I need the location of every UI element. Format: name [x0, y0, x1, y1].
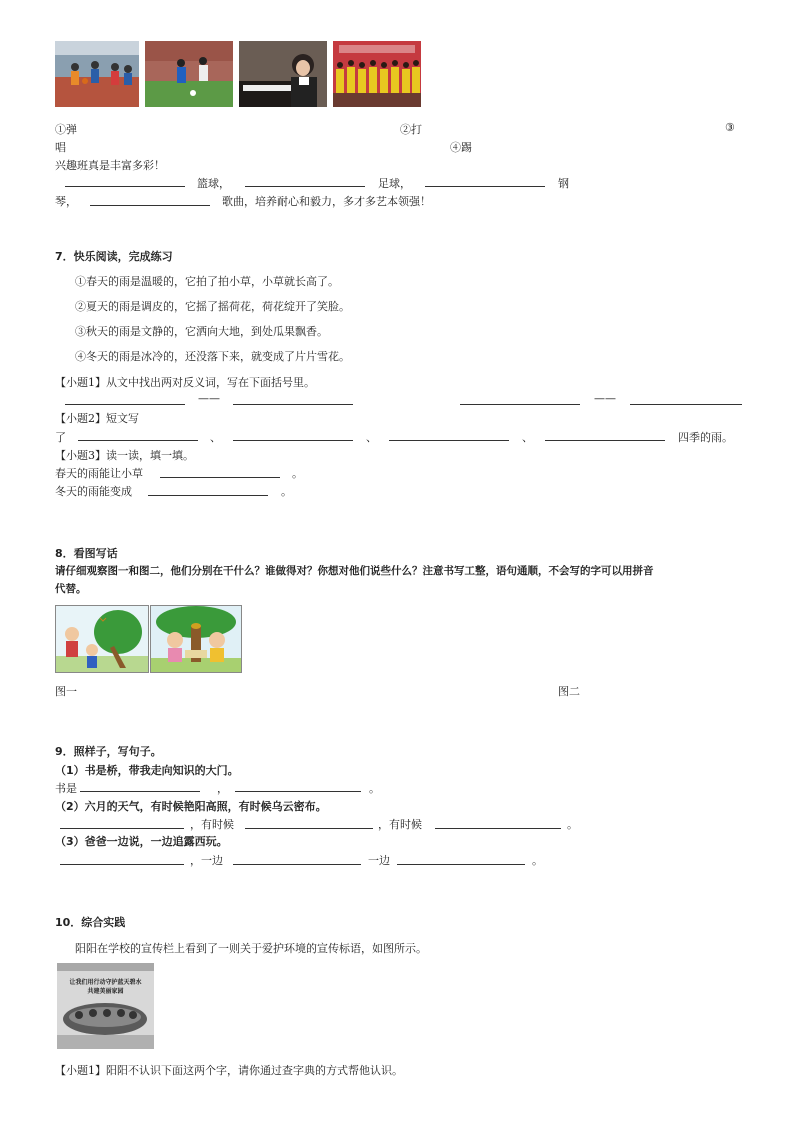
q7-sentence-1: ①春天的雨是温暖的，它拍了拍小草，小草就长高了。: [75, 275, 339, 288]
q7-antonym-2a[interactable]: [460, 404, 580, 405]
q6-text-basketball: 篮球，: [197, 177, 230, 190]
q7-sub1: 【小题1】从文中找出两对反义词，写在下面括号里。: [55, 376, 315, 389]
q7-season-4[interactable]: [545, 440, 665, 441]
q7-sentence-4: ④冬天的雨是冰冷的，还没落下来，就变成了片片雪花。: [75, 350, 350, 363]
sep-2: 、: [366, 431, 377, 444]
q6-blank-4[interactable]: [90, 205, 210, 206]
q6-blank-2[interactable]: [245, 186, 365, 187]
q9-example-2: （2）六月的天气，有时候艳阳高照，有时候乌云密布。: [55, 800, 327, 813]
sep-3: 、: [522, 431, 533, 444]
choir-photo: [333, 41, 421, 107]
poster-line-2: 共建美丽家园: [87, 988, 124, 995]
q7-sub2: 【小题2】短文写: [55, 412, 139, 425]
q6-text-piano: 钢: [558, 177, 569, 190]
q9-blank-2c[interactable]: [435, 828, 561, 829]
q9-blank-2a[interactable]: [60, 828, 184, 829]
environment-poster: [57, 963, 154, 1049]
q10-title: 10．综合实践: [55, 916, 126, 929]
figure-1-caption: 图一: [55, 685, 77, 698]
option-3: ③: [725, 121, 735, 134]
q7-season-3[interactable]: [389, 440, 509, 441]
q9-period-1: 。: [369, 782, 380, 795]
option-1: ①弹: [55, 123, 77, 136]
cartoon-figure-1: [55, 605, 149, 673]
piano-photo: [239, 41, 327, 107]
q9-sometimes-2: ，有时候: [378, 818, 422, 831]
q9-period-2: 。: [567, 818, 578, 831]
q7-fill-1: 春天的雨能让小草: [55, 467, 143, 480]
q9-blank-3a[interactable]: [60, 864, 184, 865]
poster-line-1: 让我们用行动守护蓝天碧水: [69, 979, 142, 986]
q9-example-3: （3）爸爸一边说，一边追露西玩。: [55, 835, 228, 848]
football-photo: [145, 41, 233, 107]
q8-instr-2: 代替。: [55, 583, 87, 595]
q10-sub1: 【小题1】阳阳不认识下面这两个字，请你通过查字典的方式帮他认识。: [55, 1064, 403, 1077]
sep-1: 、: [210, 431, 221, 444]
dash-1: ——: [198, 392, 220, 405]
dash-2: ——: [594, 392, 616, 405]
basketball-photo: [55, 41, 139, 107]
q9-blank-2b[interactable]: [245, 828, 373, 829]
q8-title: 8．看图写话: [55, 547, 118, 560]
q7-fill-2-period: 。: [281, 485, 292, 498]
q9-while-2: 一边: [368, 854, 390, 867]
q9-blank-1b[interactable]: [235, 791, 361, 792]
q7-sentence-2: ②夏天的雨是调皮的，它摇了摇荷花，荷花绽开了笑脸。: [75, 300, 350, 313]
q7-season-2[interactable]: [233, 440, 353, 441]
q9-period-3: 。: [532, 854, 543, 867]
q6-text-football: 足球，: [378, 177, 411, 190]
q9-ans1-prefix: 书是: [55, 782, 77, 795]
q10-text: 阳阳在学校的宣传栏上看到了一则关于爱护环境的宣传标语，如图所示。: [75, 942, 427, 955]
q6-text-qin: 琴，: [55, 195, 77, 208]
q9-sometimes-1: ，有时候: [190, 818, 234, 831]
option-3-text: 唱: [55, 141, 66, 154]
q7-fill-2-blank[interactable]: [148, 495, 268, 496]
q6-blank-1[interactable]: [65, 186, 185, 187]
q7-fill-2: 冬天的雨能变成: [55, 485, 132, 498]
q6-text-song: 歌曲，培养耐心和毅力，多才多艺本领强！: [222, 195, 431, 208]
q9-blank-3b[interactable]: [233, 864, 361, 865]
q9-while-1: ，一边: [190, 854, 223, 867]
q7-fill-1-period: 。: [292, 467, 303, 480]
q6-blank-3[interactable]: [425, 186, 545, 187]
option-2: ②打: [400, 123, 422, 136]
q7-season-1[interactable]: [78, 440, 198, 441]
q9-blank-1a[interactable]: [80, 791, 200, 792]
q7-title: 7．快乐阅读，完成练习: [55, 250, 173, 263]
cartoon-figure-2: [150, 605, 242, 673]
option-4: ④踢: [450, 141, 472, 154]
q7-antonym-2b[interactable]: [630, 404, 742, 405]
q9-comma-1: ，: [217, 782, 228, 795]
q9-example-1: （1）书是桥，带我走向知识的大门。: [55, 764, 239, 777]
figure-2-caption: 图二: [558, 685, 580, 698]
q6-intro: 兴趣班真是丰富多彩！: [55, 159, 165, 172]
q7-sub2-le: 了: [55, 431, 66, 444]
q7-sub2-end: 四季的雨。: [678, 431, 733, 444]
q7-fill-1-blank[interactable]: [160, 477, 280, 478]
q7-antonym-1b[interactable]: [233, 404, 353, 405]
q9-title: 9．照样子，写句子。: [55, 745, 162, 758]
q7-sub3: 【小题3】读一读，填一填。: [55, 449, 194, 462]
q7-sentence-3: ③秋天的雨是文静的，它洒向大地，到处瓜果飘香。: [75, 325, 328, 338]
q8-instr-1: 请仔细观察图一和图二，他们分别在干什么？谁做得对？你想对他们说些什么？注意书写工整，语句通顺，不会写的字可以用拼音: [55, 565, 654, 577]
q7-antonym-1a[interactable]: [65, 404, 185, 405]
q9-blank-3c[interactable]: [397, 864, 525, 865]
